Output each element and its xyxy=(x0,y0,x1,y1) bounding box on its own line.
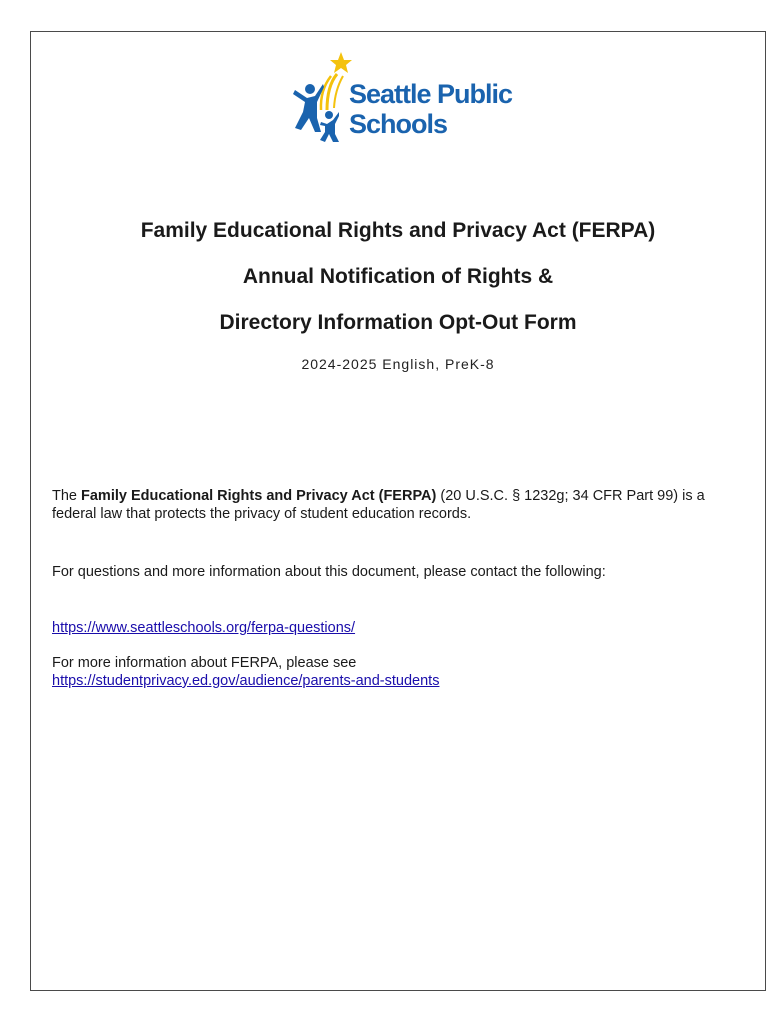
logo-text-line2: Schools xyxy=(349,109,448,139)
contact-link-paragraph xyxy=(52,619,712,637)
document-title-line3: Directory Information Opt-Out Form xyxy=(219,311,577,334)
logo-figures-icon xyxy=(293,52,353,142)
intro-prefix: The xyxy=(52,488,82,504)
intro-suffix: (20 U.S.C. § 1232g; 34 CFR Part 99) is a federal law that protects the privacy of student education records. xyxy=(52,488,705,522)
document-page xyxy=(30,31,766,991)
more-info-paragraph xyxy=(52,654,712,690)
student-privacy-link[interactable]: https://studentprivacy.ed.gov/audience/parents-and-students xyxy=(52,673,440,689)
more-info-text: For more information about FERPA, please see xyxy=(52,655,357,671)
intro-paragraph xyxy=(52,487,712,523)
logo-text-line1: Seattle Public xyxy=(349,79,513,109)
document-subtitle: 2024-2025 English, PreK-8 xyxy=(301,356,495,372)
ferpa-questions-link[interactable]: https://www.seattleschools.org/ferpa-questions/ xyxy=(52,620,356,636)
intro-bold-act-name: Family Educational Rights and Privacy Act (FERPA) xyxy=(81,488,437,504)
seattle-public-schools-logo xyxy=(293,52,515,142)
document-title-line2: Annual Notification of Rights & xyxy=(242,265,554,288)
contact-paragraph: For questions and more information about this document, please contact the following: xyxy=(52,564,606,580)
document-title-line1: Family Educational Rights and Privacy Act (FERPA) xyxy=(140,219,656,242)
